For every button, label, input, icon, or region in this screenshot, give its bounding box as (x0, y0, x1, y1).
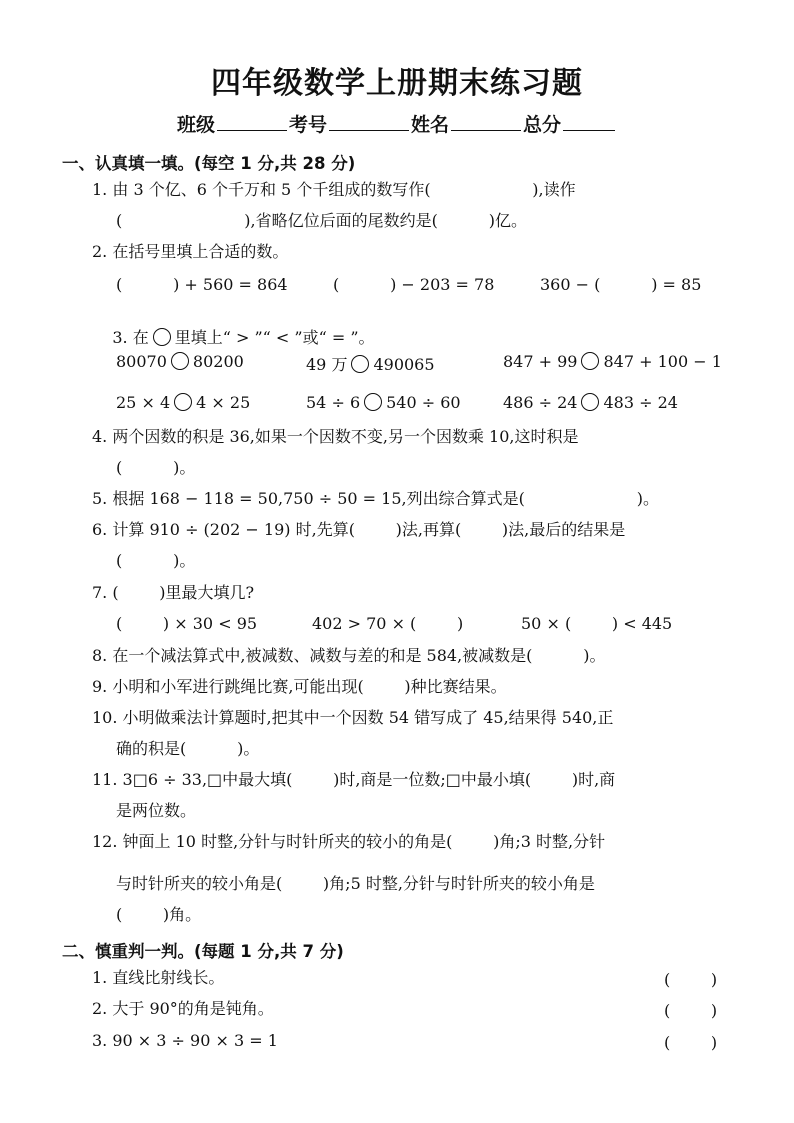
q7-expr-b: 402 > 70 × ( ) (312, 614, 464, 633)
compare-left: 25 × 4 (116, 393, 171, 412)
judge-item-3: 3. 90 × 3 ÷ 90 × 3 = 1 (92, 1031, 278, 1050)
compare-right: 540 ÷ 60 (386, 393, 461, 412)
q10-line1: 10. 小明做乘法计算题时,把其中一个因数 54 错写成了 45,结果得 540,正 (92, 708, 614, 727)
compare-left: 847 + 99 (503, 352, 578, 371)
section1-heading: 一、认真填一填。(每空 1 分,共 28 分) (62, 154, 356, 173)
q3-prefix: 3. 在 (112, 328, 149, 347)
compare-right: 847 + 100 − 1 (603, 352, 722, 371)
compare-item (116, 352, 244, 371)
judge-answer-3[interactable]: ( ) (664, 1033, 718, 1052)
compare-item (116, 393, 250, 412)
q11-line1: 11. 3□6 ÷ 33,□中最大填( )时,商是一位数;□中最小填( )时,商 (92, 770, 616, 789)
compare-left: 80070 (116, 352, 167, 371)
q11-line2: 是两位数。 (116, 801, 197, 820)
circle-icon (153, 328, 171, 346)
judge-item-2: 2. 大于 90°的角是钝角。 (92, 999, 274, 1018)
compare-circle-icon[interactable] (581, 393, 599, 411)
q7-expr-c: 50 × ( ) < 445 (521, 614, 673, 633)
compare-item (503, 393, 678, 412)
q2-expr-b: ( ) − 203 = 78 (333, 275, 495, 294)
q2-line1: 2. 在括号里填上合适的数。 (92, 242, 289, 261)
compare-item (306, 352, 435, 375)
compare-circle-icon[interactable] (351, 355, 369, 373)
compare-circle-icon[interactable] (581, 352, 599, 370)
page-title: 四年级数学上册期末练习题 (211, 66, 583, 101)
q6-line2: ( )。 (116, 551, 196, 570)
q1-line1: 1. 由 3 个亿、6 个千万和 5 个千组成的数写作( ),读作 (92, 180, 576, 199)
q1-line2: ( ),省略亿位后面的尾数约是( )亿。 (116, 211, 527, 230)
student-info-line (0, 110, 794, 137)
q4-line2: ( )。 (116, 458, 196, 477)
q6-line1: 6. 计算 910 ÷ (202 − 19) 时,先算( )法,再算( )法,最后的结果是 (92, 520, 626, 539)
compare-left: 49 万 (306, 355, 348, 374)
compare-circle-icon[interactable] (171, 352, 189, 370)
compare-right: 80200 (192, 352, 244, 371)
compare-circle-icon[interactable] (174, 393, 192, 411)
q7-line1: 7. ( )里最大填几? (92, 583, 255, 602)
judge-answer-1[interactable]: ( ) (664, 970, 718, 989)
q12-line1: 12. 钟面上 10 时整,分针与时针所夹的较小的角是( )角;3 时整,分针 (92, 832, 606, 851)
q2-expr-c: 360 − ( ) = 85 (540, 275, 702, 294)
compare-item (306, 393, 461, 412)
q3-suffix: 里填上“ > ”“ < ”或“ = ”。 (174, 328, 375, 347)
exam-no-label: 考号 (288, 114, 327, 136)
q8-line1: 8. 在一个减法算式中,被减数、减数与差的和是 584,被减数是( )。 (92, 646, 606, 665)
name-label: 姓名 (411, 114, 450, 136)
compare-circle-icon[interactable] (364, 393, 382, 411)
exam-no-blank[interactable] (329, 112, 409, 131)
judge-item-1: 1. 直线比射线长。 (92, 968, 225, 987)
score-label: 总分 (523, 114, 562, 136)
q2-expr-a: ( ) + 560 = 864 (116, 275, 288, 294)
q9-line1: 9. 小明和小军进行跳绳比赛,可能出现( )种比赛结果。 (92, 677, 507, 696)
q5-line1: 5. 根据 168 − 118 = 50,750 ÷ 50 = 15,列出综合算式是( )。 (92, 489, 659, 508)
compare-left: 486 ÷ 24 (503, 393, 578, 412)
class-blank[interactable] (217, 112, 287, 131)
score-blank[interactable] (563, 112, 615, 131)
section2-heading: 二、慎重判一判。(每题 1 分,共 7 分) (62, 942, 344, 961)
class-label: 班级 (176, 114, 215, 136)
q4-line1: 4. 两个因数的积是 36,如果一个因数不变,另一个因数乘 10,这时积是 (92, 427, 579, 446)
compare-item (503, 352, 722, 371)
compare-right: 490065 (373, 355, 435, 374)
name-blank[interactable] (451, 112, 521, 131)
compare-right: 4 × 25 (196, 393, 251, 412)
q10-line2: 确的积是( )。 (116, 739, 260, 758)
compare-right: 483 ÷ 24 (603, 393, 678, 412)
compare-left: 54 ÷ 6 (306, 393, 361, 412)
q12-line2: 与时针所夹的较小角是( )角;5 时整,分针与时针所夹的较小角是 (116, 874, 595, 893)
q12-line3: ( )角。 (116, 905, 202, 924)
judge-answer-2[interactable]: ( ) (664, 1001, 718, 1020)
q7-expr-a: ( ) × 30 < 95 (116, 614, 258, 633)
